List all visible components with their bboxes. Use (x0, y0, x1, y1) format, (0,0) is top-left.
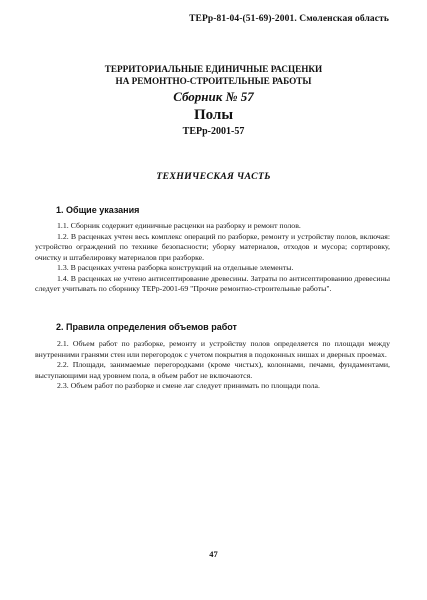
section-2-heading: 2. Правила определения объемов работ (56, 322, 237, 332)
part-title: ТЕХНИЧЕСКАЯ ЧАСТЬ (156, 171, 271, 182)
page-number: 47 (209, 549, 218, 559)
collection-number: Сборник № 57 (173, 89, 254, 104)
section-2-body (35, 339, 390, 392)
collection-code: ТЕРр-2001-57 (182, 126, 245, 137)
paragraph-1-1: 1.1. Сборник содержит единичные расценки на разборку и ремонт полов. (57, 221, 301, 230)
title-line-1: ТЕРРИТОРИАЛЬНЫЕ ЕДИНИЧНЫЕ РАСЦЕНКИ (104, 64, 323, 74)
paragraph-1-2: 1.2. В расценках учтен весь комплекс операций по разборке, ремонту и устройству полов, включая: устройство ограждений по технике безопасности; уборку материалов, отходов и мусора; сортировку, очистку и штабелировку материалов при разборке. (35, 231, 390, 262)
section-1-body (35, 221, 390, 295)
title-block-heading (0, 63, 427, 87)
paragraph-2-1: 2.1. Объем работ по разборке, ремонту и устройству полов определяется по площади между внутренними гранями стен или перегородок с учетом покрытия в подоконных нишах и дверных проемах. (35, 339, 390, 359)
paragraph-2-2: 2.2. Площади, занимаемые перегородками (кроме чистых), колоннами, печами, фундаментами, выступающими над уровнем пола, в объем работ не включаются. (35, 360, 390, 380)
title-line-2: НА РЕМОНТНО-СТРОИТЕЛЬНЫЕ РАБОТЫ (115, 76, 312, 86)
paragraph-2-3: 2.3. Объем работ по разборке и смене лаг следует принимать по площади пола. (57, 381, 320, 390)
paragraph-1-4: 1.4. В расценках не учтено антисептирование древесины. Затраты по антисептированию древесины следует учитывать по сборнику ТЕРр-2001-69 "Прочие ремонтно-строительные работы". (35, 273, 390, 293)
collection-name: Полы (193, 107, 234, 123)
paragraph-1-3: 1.3. В расценках учтена разборка конструкций на отдельные элементы. (57, 263, 294, 272)
section-1-heading: 1. Общие указания (56, 205, 140, 215)
document-header-code: ТЕРр-81-04-(51-69)-2001. Смоленская область (189, 14, 389, 24)
